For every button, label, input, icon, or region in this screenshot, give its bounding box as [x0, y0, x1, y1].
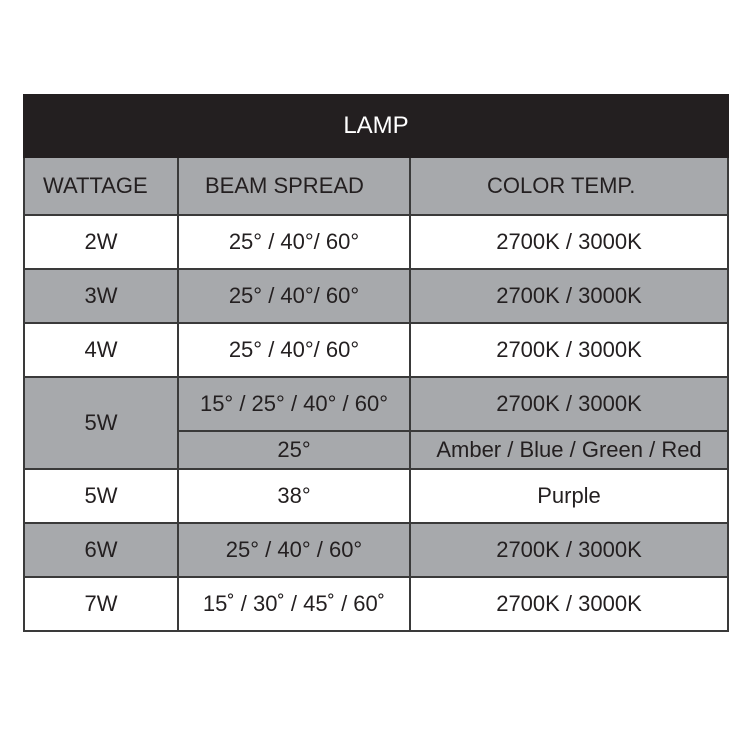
- table-row: [24, 377, 728, 431]
- table-row: [24, 215, 728, 269]
- wattage-cell: 5W: [24, 469, 178, 523]
- color-cell: 2700K / 3000K: [410, 577, 728, 631]
- color-cell: 2700K / 3000K: [410, 377, 728, 431]
- lamp-spec-table: [23, 94, 729, 632]
- beam-cell: 25°: [178, 431, 410, 469]
- header-wattage: WATTAGE: [24, 157, 178, 215]
- color-cell: 2700K / 3000K: [410, 323, 728, 377]
- color-cell: 2700K / 3000K: [410, 523, 728, 577]
- color-cell: 2700K / 3000K: [410, 269, 728, 323]
- beam-cell: 38°: [178, 469, 410, 523]
- wattage-cell: 7W: [24, 577, 178, 631]
- table-row: [24, 469, 728, 523]
- color-cell: Amber / Blue / Green / Red: [410, 431, 728, 469]
- table-row: [24, 323, 728, 377]
- beam-cell: 15° / 25° / 40° / 60°: [178, 377, 410, 431]
- beam-cell: 25° / 40°/ 60°: [178, 323, 410, 377]
- table-row: [24, 523, 728, 577]
- beam-cell: 25° / 40°/ 60°: [178, 269, 410, 323]
- header-beam-spread: BEAM SPREAD: [178, 157, 410, 215]
- wattage-cell: 4W: [24, 323, 178, 377]
- table-row: [24, 269, 728, 323]
- table-row: [24, 577, 728, 631]
- wattage-cell: 6W: [24, 523, 178, 577]
- beam-cell: 25° / 40° / 60°: [178, 523, 410, 577]
- wattage-cell: 5W: [24, 377, 178, 469]
- table-title: LAMP: [24, 95, 728, 157]
- beam-cell: 25° / 40°/ 60°: [178, 215, 410, 269]
- beam-cell: 15˚ / 30˚ / 45˚ / 60˚: [178, 577, 410, 631]
- color-cell: Purple: [410, 469, 728, 523]
- color-cell: 2700K / 3000K: [410, 215, 728, 269]
- header-color-temp: COLOR TEMP.: [410, 157, 728, 215]
- wattage-cell: 3W: [24, 269, 178, 323]
- wattage-cell: 2W: [24, 215, 178, 269]
